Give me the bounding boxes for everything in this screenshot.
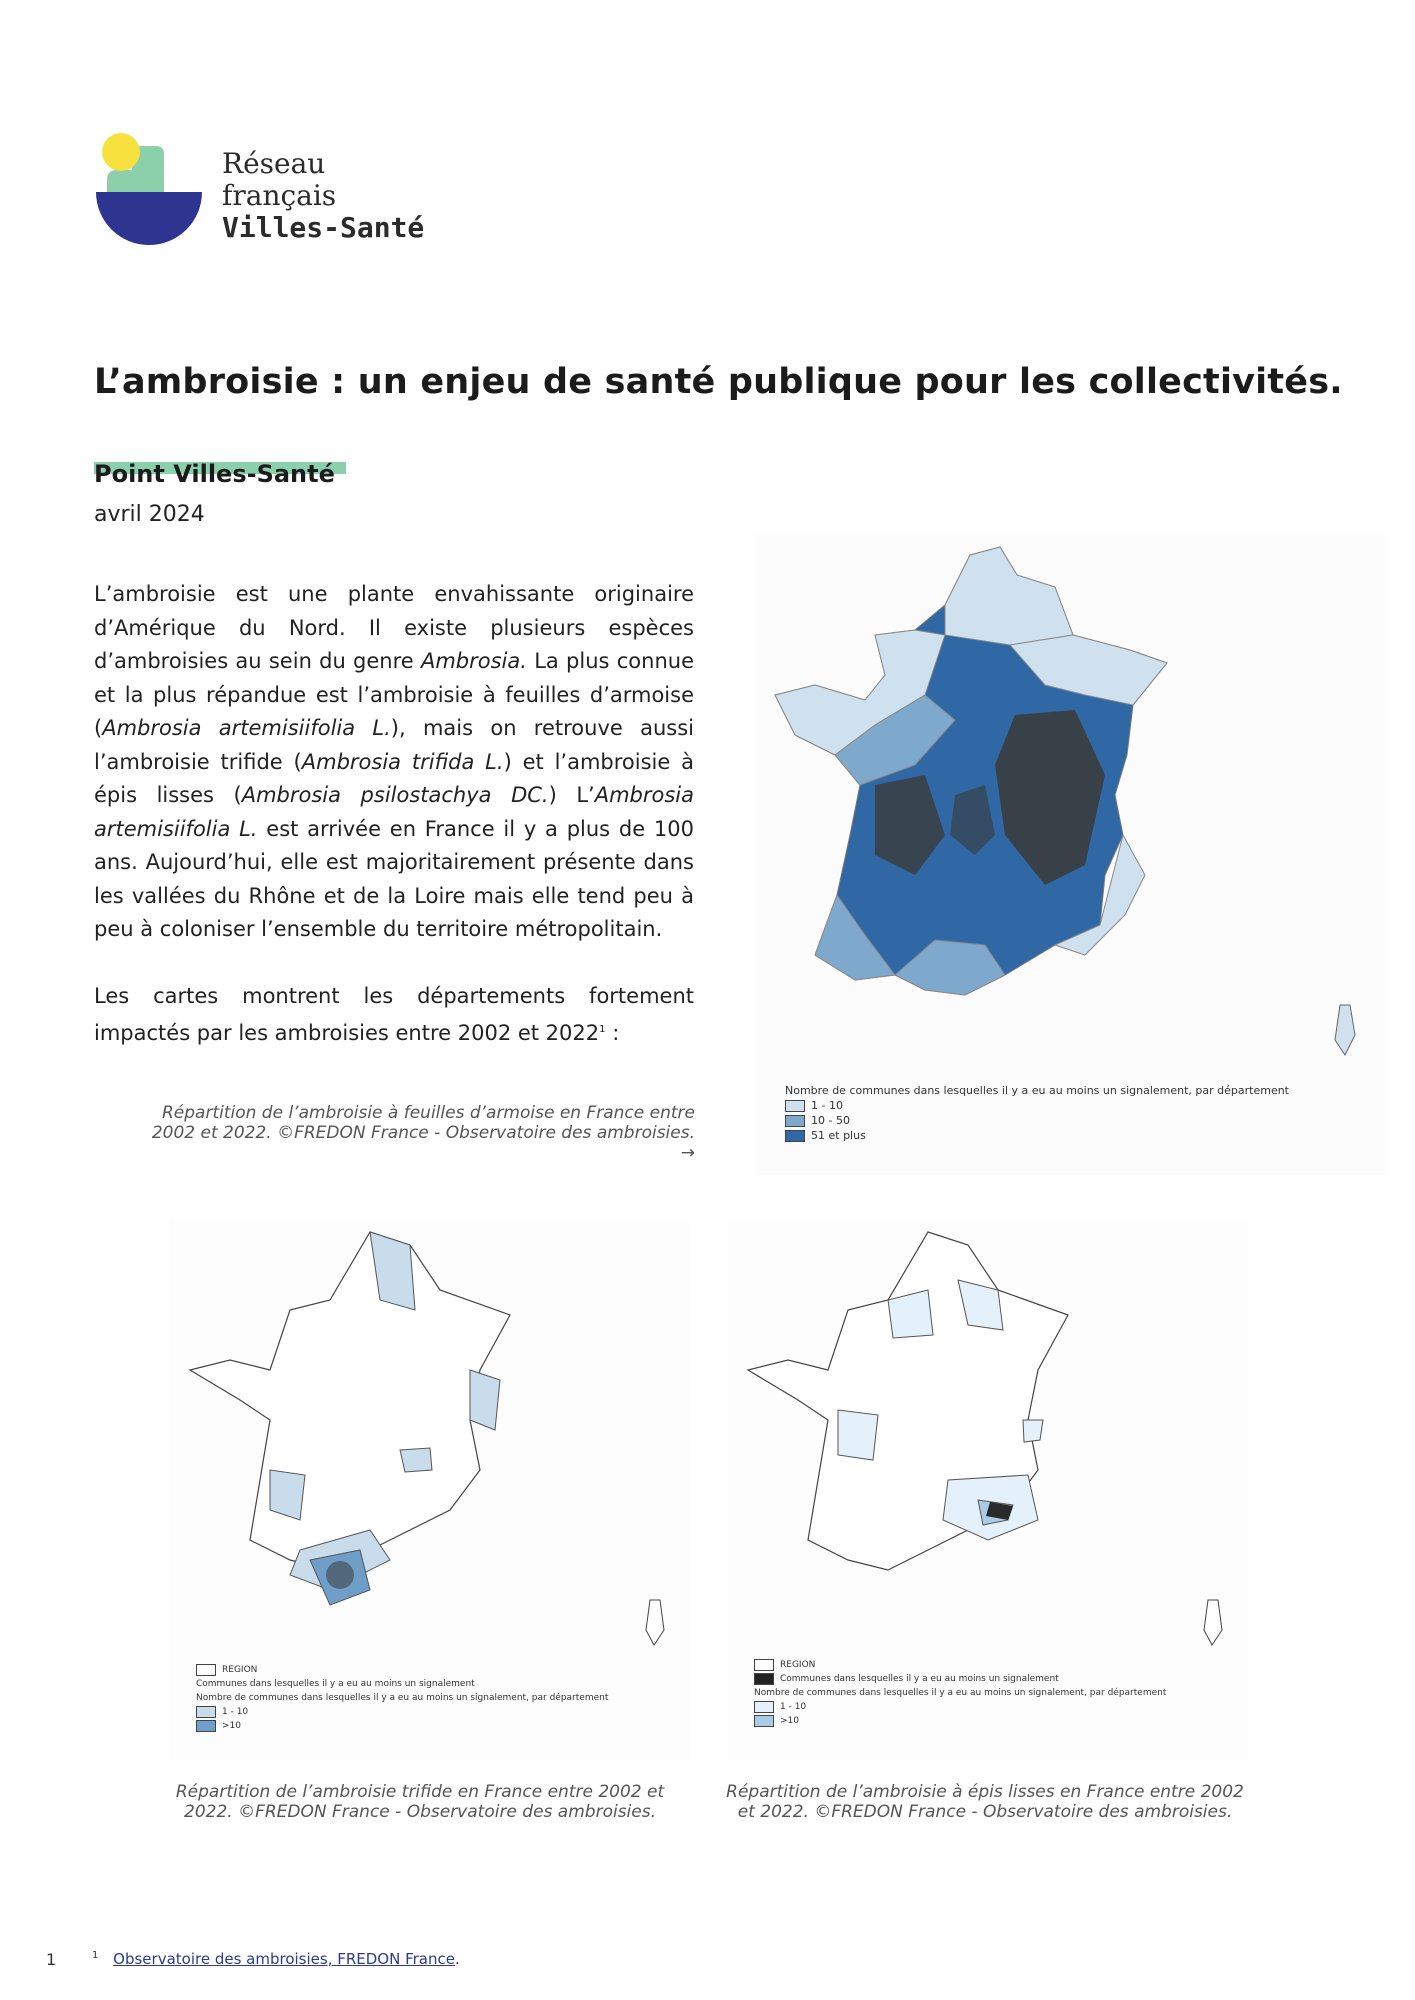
map2-legend-title: Nombre de communes dans lesquelles il y a eu au moins un signalement, par département (196, 1693, 609, 1703)
map1-legend (785, 1083, 1345, 1143)
map1-caption: Répartition de l’ambroisie à feuilles d’armoise en France entre 2002 et 2022. ©FREDON France - Observatoire des ambroisies. → (151, 1103, 695, 1163)
page-number: 1 (46, 1950, 57, 1969)
map3-legend-region: REGION (754, 1658, 1224, 1672)
legend-swatch (785, 1115, 805, 1127)
logo-line-1: Réseau (222, 147, 326, 180)
map2-legend-region: REGION (196, 1663, 666, 1677)
map3-caption: Répartition de l’ambroisie à épis lisses en France entre 2002 et 2022. ©FREDON France - Observatoire des ambroisies. (726, 1782, 1244, 1822)
legend-swatch (754, 1673, 774, 1685)
map2-legend (196, 1663, 666, 1733)
map2-caption: Répartition de l’ambroisie trifide en France entre 2002 et 2022. ©FREDON France - Observatoire des ambroisies. (175, 1782, 665, 1822)
map2-legend-item: >10 (196, 1719, 666, 1733)
legend-swatch (196, 1720, 216, 1732)
map3-france (728, 1220, 1248, 1660)
legend-swatch (754, 1659, 774, 1671)
page-title: L’ambroisie : un enjeu de santé publique pour les collectivités. (94, 362, 1343, 402)
kicker: Point Villes-Santé (94, 460, 335, 488)
map1-france (755, 535, 1385, 1075)
map1-panel (755, 535, 1385, 1175)
legend-swatch (754, 1701, 774, 1713)
paragraph-1: L’ambroisie est une plante envahissante originaire d’Amérique du Nord. Il existe plusieurs espèces d’ambroisies au sein du genre Ambrosia. La plus connue et la plus répandue est l’ambroisie à feuilles d’armoise (Ambrosia artemisiifolia L.), mais on retrouve aussi l’ambroisie trifide (Ambrosia trifida L.) et l’ambroisie à épis lisses (Ambrosia psilostachya DC.) L’Ambrosia artemisiifolia L. est arrivée en France il y a plus de 100 ans. Aujourd’hui, elle est majoritairement présente dans les vallées du Rhône et de la Loire mais elle tend peu à peu à coloniser l’ensemble du territoire métropolitain. (94, 582, 695, 941)
legend-swatch (785, 1130, 805, 1142)
logo-wordmark (222, 148, 424, 244)
paragraph-2: Les cartes montrent les départements fortement impactés par les ambroisies entre 2002 et 2022$^1$ : (94, 983, 694, 1045)
footnote-link[interactable]: Observatoire des ambroisies, FREDON France (113, 1950, 455, 1968)
map3-legend-communes: Communes dans lesquelles il y a eu au moins un signalement (754, 1672, 1224, 1686)
legend-swatch (754, 1715, 774, 1727)
logo-mark (92, 132, 207, 250)
map1-legend-item: 10 - 50 (785, 1113, 1345, 1128)
map3-legend-item: 1 - 10 (754, 1700, 1224, 1714)
footnote-number: 1 (92, 1950, 99, 1961)
footnote: $^1$ Observatoire des ambroisies, FREDON France. (92, 1950, 460, 1968)
map3-legend-item: >10 (754, 1714, 1224, 1728)
map3-legend-title: Nombre de communes dans lesquelles il y a eu au moins un signalement, par département (754, 1688, 1167, 1698)
map1-legend-title: Nombre de communes dans lesquelles il y a eu au moins un signalement, par département (785, 1084, 1289, 1097)
legend-swatch (196, 1664, 216, 1676)
map3-panel (728, 1220, 1248, 1760)
map3-legend (754, 1658, 1224, 1728)
map2-france (170, 1220, 690, 1660)
map2-panel (170, 1220, 690, 1760)
publication-date: avril 2024 (94, 502, 205, 527)
body-text (94, 578, 694, 1084)
map1-legend-item: 51 et plus (785, 1128, 1345, 1143)
legend-swatch (785, 1100, 805, 1112)
map2-legend-communes: Communes dans lesquelles il y a eu au moins un signalement (196, 1679, 475, 1689)
logo-line-2: français (222, 179, 337, 212)
legend-swatch (196, 1706, 216, 1718)
map2-legend-item: 1 - 10 (196, 1705, 666, 1719)
map1-legend-item: 1 - 10 (785, 1098, 1345, 1113)
logo-line-3: Villes-Santé (222, 211, 425, 244)
